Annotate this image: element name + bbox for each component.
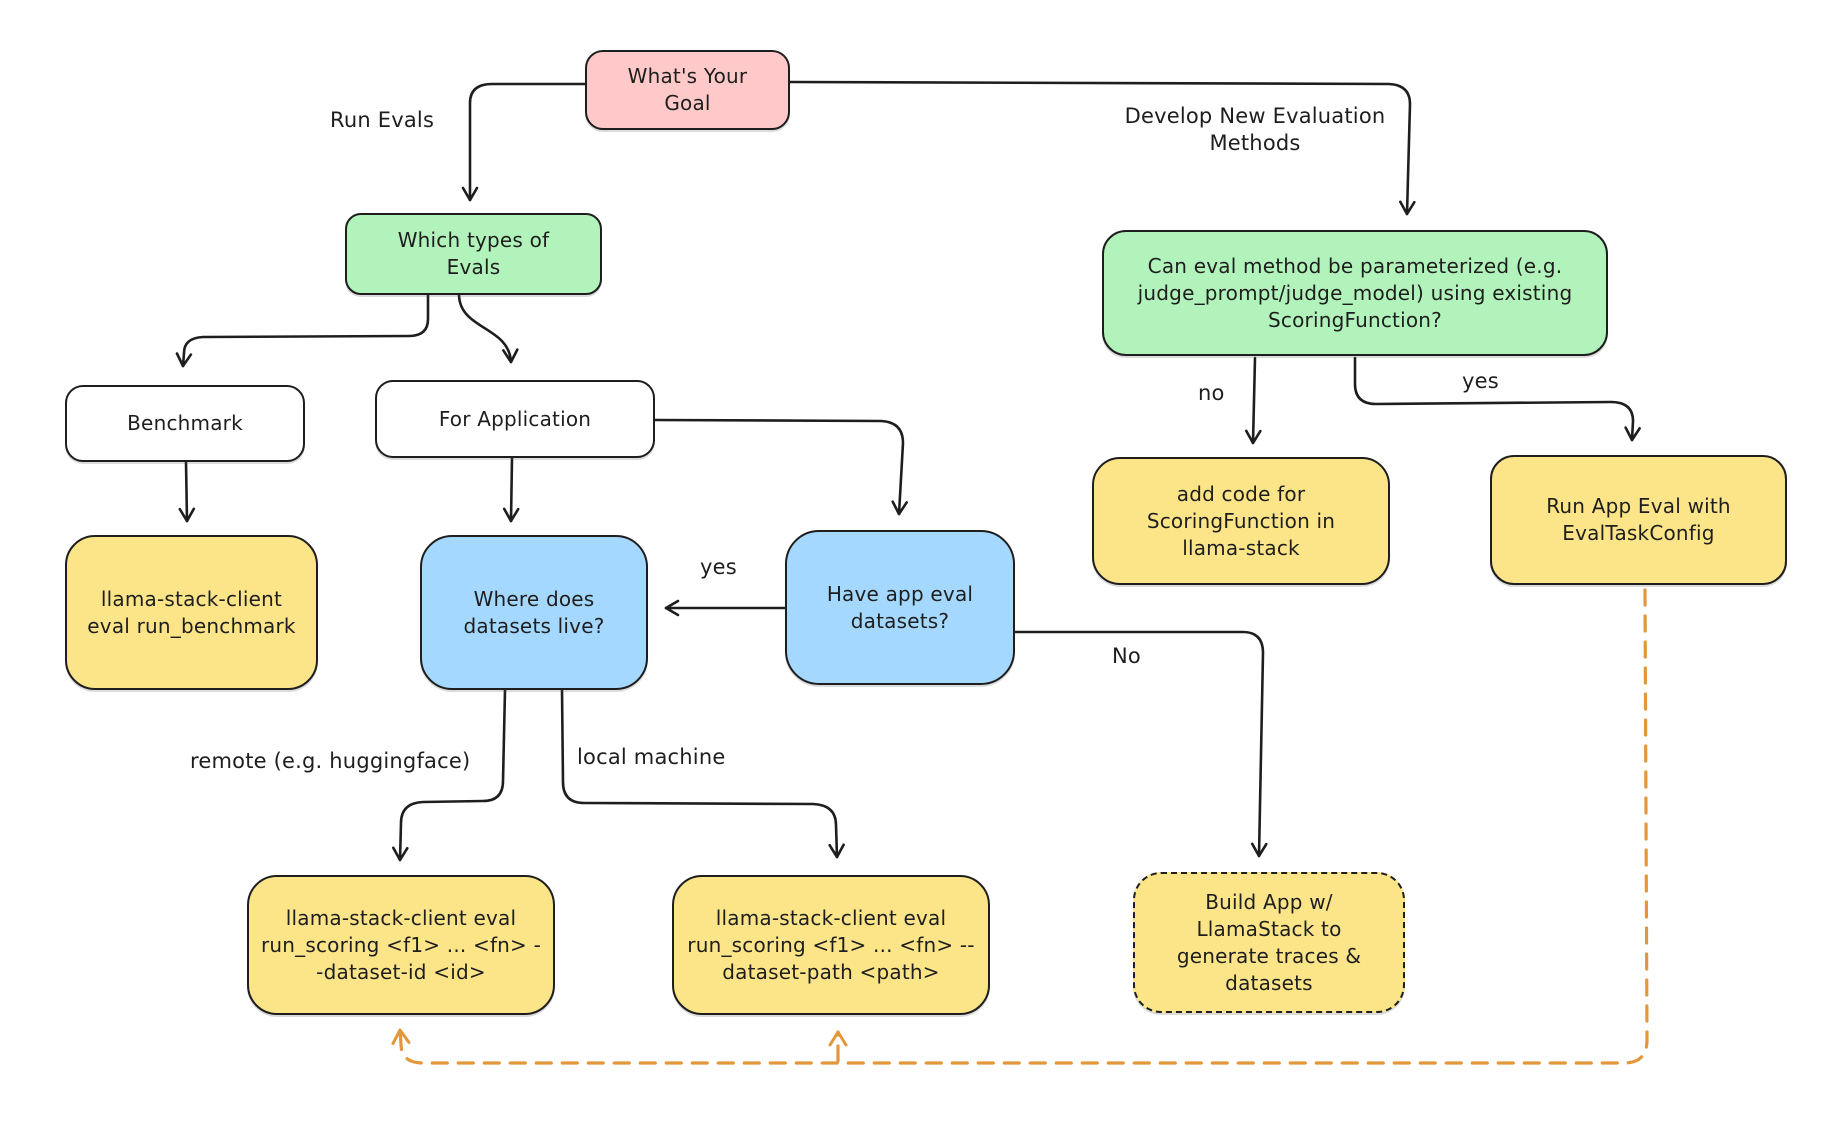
- node-run-scoring-dataset-id-command: llama-stack-client eval run_scoring <f1> ... <fn> --dataset-id <id>: [247, 875, 555, 1015]
- edge-for-application-to-where-datasets: [511, 458, 512, 521]
- node-whats-your-goal: What's Your Goal: [585, 50, 790, 130]
- node-where-does-datasets-live: Where does datasets live?: [420, 535, 648, 690]
- edge-which-types-to-benchmark: [183, 295, 428, 366]
- node-for-application: For Application: [375, 380, 655, 458]
- node-can-eval-method-be-parameterized: Can eval method be parameterized (e.g. judge_prompt/judge_model) using existing ScoringFunction?: [1102, 230, 1608, 356]
- edge-label-run-evals: Run Evals: [330, 108, 435, 132]
- node-which-types-of-evals: Which types of Evals: [345, 213, 602, 295]
- edge-where-datasets-to-run-scoring-path-local: [562, 690, 837, 857]
- node-build-app-with-llamastack: Build App w/ LlamaStack to generate traces & datasets: [1133, 872, 1405, 1013]
- edge-goal-to-which-types: [470, 84, 585, 200]
- edge-can-param-to-add-code-no: [1253, 358, 1255, 443]
- edge-label-remote-huggingface: remote (e.g. huggingface): [190, 749, 471, 773]
- node-have-app-eval-datasets: Have app eval datasets?: [785, 530, 1015, 685]
- node-run-scoring-dataset-path-command: llama-stack-client eval run_scoring <f1> ... <fn> --dataset-path <path>: [672, 875, 990, 1015]
- edge-which-types-to-for-application: [459, 295, 511, 362]
- edge-benchmark-to-run-benchmark: [186, 462, 187, 521]
- edge-label-yes-parameterized: yes: [1462, 369, 1499, 393]
- edge-label-local-machine: local machine: [577, 745, 726, 769]
- edge-for-application-to-have-datasets: [655, 420, 903, 514]
- edge-where-datasets-to-run-scoring-id-remote: [400, 690, 505, 860]
- edge-label-no-parameterized: no: [1198, 381, 1225, 405]
- node-benchmark: Benchmark: [65, 385, 305, 462]
- node-run-benchmark-command: llama-stack-client eval run_benchmark: [65, 535, 318, 690]
- edge-label-no-have-datasets: No: [1112, 644, 1141, 668]
- node-run-app-eval-with-evaltaskconfig: Run App Eval with EvalTaskConfig: [1490, 455, 1787, 585]
- edge-label-yes-have-datasets: yes: [700, 555, 737, 579]
- edge-label-develop-new-evaluation-methods: Develop New Evaluation Methods: [1124, 104, 1386, 156]
- node-add-code-for-scoringfunction: add code for ScoringFunction in llama-stack: [1092, 457, 1390, 585]
